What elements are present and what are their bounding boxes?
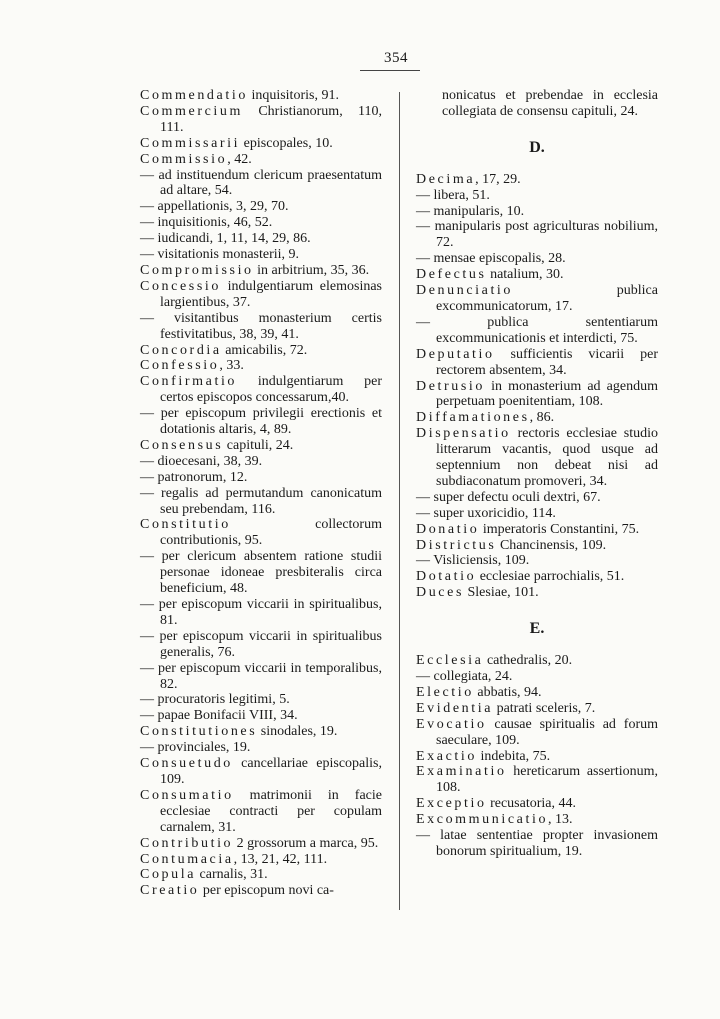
entry-lemma: Defectus [416, 267, 487, 283]
index-entry [416, 685, 658, 701]
column-divider [399, 92, 400, 910]
index-entry [140, 724, 382, 740]
entry-reference: per episcopum novi ca- [199, 883, 334, 899]
index-entry [140, 517, 382, 549]
index-entry [416, 267, 658, 283]
entry-reference: , 42. [227, 151, 252, 167]
index-subentry: — Visliciensis, 109. [416, 553, 530, 569]
index-subentry: — ad instituendum clericum praesentatum ad altare, 54. [140, 167, 382, 199]
index-entry [140, 263, 382, 279]
entry-reference: , 13, 21, 42, 111. [233, 851, 328, 867]
index-entry [140, 136, 382, 152]
entry-lemma: Ecclesia [416, 653, 484, 669]
index-subentry: — collegiata, 24. [416, 669, 513, 684]
index-entry-continuation: nonicatus et prebendae in ecclesia collegiata de consensu capituli, 24. [442, 88, 658, 119]
entry-reference: ecclesiae parrochialis, 51. [476, 569, 625, 585]
left-column [140, 88, 382, 899]
index-subentry: — per episcopum privilegii erectionis et dotationis altaris, 4, 89. [140, 406, 382, 438]
index-subentry: — publica sententiarum excommunicationis et interdicti, 75. [416, 314, 658, 346]
entry-reference: 2 grossorum a marca, 95. [233, 835, 379, 851]
entry-lemma: Concordia [140, 342, 222, 358]
entry-lemma: Creatio [140, 883, 200, 899]
entry-lemma: Evocatio [416, 716, 487, 732]
entry-reference: matrimonii in facie ecclesiae contracti per copulam carnalem, 31. [160, 787, 382, 835]
entry-lemma: Consumatio [140, 787, 234, 803]
index-subentry: — per clericum absentem ratione studii personae idoneae presbiteralis circa beneficium, 48. [140, 549, 382, 597]
entry-reference: , 33. [219, 358, 244, 374]
index-subentry: — patronorum, 12. [140, 469, 248, 485]
entry-lemma: Compromissio [140, 262, 254, 278]
section-d-entries [416, 172, 658, 601]
index-subentry: — procuratoris legitimi, 5. [140, 692, 290, 708]
entry-lemma: Electio [416, 684, 474, 700]
section-heading-e: E. [529, 620, 545, 638]
index-entry [140, 788, 382, 836]
entry-lemma: Exceptio [416, 796, 487, 812]
entry-reference: hereticarum assertionum, 108. [436, 764, 658, 796]
entry-lemma: Decima [416, 171, 476, 187]
index-subentry: — latae sententiae propter invasionem bonorum spiritualium, 19. [416, 828, 658, 859]
entry-reference: capituli, 24. [223, 437, 294, 453]
index-subentry: — visitantibus monasterium certis festivitatibus, 38, 39, 41. [140, 310, 382, 342]
index-entry [416, 653, 658, 669]
index-entry [416, 347, 658, 379]
entry-lemma: Contumacia [140, 851, 234, 867]
entry-lemma: Donatio [416, 521, 480, 537]
entry-lemma: Diffamationes [416, 410, 530, 426]
right-column-continuation [416, 88, 658, 120]
index-entry [416, 812, 658, 828]
entry-reference: sinodales, 19. [257, 724, 338, 740]
index-entry [416, 522, 658, 538]
entry-lemma: Constitutio [140, 517, 231, 533]
entry-reference: Slesiae, 101. [464, 585, 539, 601]
entry-reference: Christianorum, 110, 111. [160, 103, 382, 135]
index-subentry: — per episcopum viccarii in temporalibus, 82. [140, 660, 382, 692]
page-number-rule [360, 70, 420, 71]
entry-lemma: Commissarii [140, 135, 241, 151]
entry-lemma: Detrusio [416, 378, 486, 394]
entry-reference: Chancinensis, 109. [496, 537, 607, 553]
index-entry [140, 836, 382, 852]
entry-lemma: Consensus [140, 437, 224, 453]
index-entry [140, 152, 382, 168]
index-subentry: — libera, 51. [416, 187, 490, 203]
entry-reference: in monasterium ad agendum perpetuam poenitentiam, 108. [436, 378, 658, 410]
entry-reference: rectoris ecclesiae studio litterarum vacantis, quod usque ad septennium non debeat nisi ad subdiaconatum promoveri, 34. [436, 426, 658, 489]
index-subentry: — dioecesani, 38, 39. [140, 453, 263, 469]
index-entry [140, 883, 382, 899]
entry-reference: natalium, 30. [486, 267, 564, 283]
entry-lemma: Contributio [140, 835, 234, 851]
entry-lemma: Confessio [140, 358, 220, 374]
section-e-entries [416, 653, 658, 860]
entry-reference: recusatoria, 44. [486, 796, 576, 812]
entry-reference: in arbitrium, 35, 36. [253, 262, 370, 278]
entry-lemma: Commercium [140, 103, 243, 119]
index-entry [140, 756, 382, 788]
entry-reference: indulgentiarum per certos episcopos concessarum,40. [160, 374, 382, 406]
index-subentry: — provinciales, 19. [140, 740, 251, 756]
index-entry [140, 438, 382, 454]
entry-reference: amicabilis, 72. [221, 342, 308, 358]
entry-lemma: Excommunicatio [416, 812, 549, 828]
entry-reference: sufficientis vicarii per rectorem absentem, 34. [436, 346, 658, 378]
index-entry [416, 538, 658, 554]
entry-lemma: Examinatio [416, 764, 507, 780]
page-number: 354 [384, 50, 408, 66]
index-subentry: — manipularis, 10. [416, 203, 525, 219]
entry-reference: indebita, 75. [476, 748, 551, 764]
entry-lemma: Dispensatio [416, 426, 511, 442]
index-subentry: — inquisitionis, 46, 52. [140, 215, 273, 231]
entry-lemma: Constitutiones [140, 724, 258, 740]
index-entry [140, 374, 382, 406]
entry-lemma: Denunciatio [416, 283, 514, 299]
entry-lemma: Evidentia [416, 700, 494, 716]
entry-reference: , 86. [529, 410, 555, 426]
entry-lemma: Consuetudo [140, 756, 233, 772]
index-entry [416, 796, 658, 812]
index-subentry: — per episcopum viccarii in spiritualibus generalis, 76. [140, 628, 382, 660]
index-entry [416, 426, 658, 490]
index-subentry: — manipularis post agriculturas nobilium, 72. [416, 219, 658, 251]
index-subentry: — appellationis, 3, 29, 70. [140, 199, 289, 215]
index-entry [416, 749, 658, 765]
entry-reference: collectorum contributionis, 95. [160, 517, 382, 549]
entry-lemma: Exactio [416, 748, 477, 764]
entry-lemma: Duces [416, 585, 464, 601]
entry-lemma: Commendatio [140, 88, 248, 103]
index-subentry: — papae Bonifacii VIII, 34. [140, 708, 298, 724]
entry-reference: episcopales, 10. [240, 135, 333, 151]
entry-reference: , 13. [548, 812, 573, 828]
index-entry [416, 410, 658, 426]
index-entry [140, 343, 382, 359]
index-subentry: — super uxoricidio, 114. [416, 505, 556, 521]
section-heading-d: D. [529, 138, 545, 156]
index-entry [140, 88, 382, 104]
entry-reference: indulgentiarum elemosinas largientibus, 37. [160, 278, 382, 310]
entry-reference: carnalis, 31. [196, 867, 268, 883]
entry-reference: patrati sceleris, 7. [493, 700, 596, 716]
entry-reference: inquisitoris, 91. [247, 88, 339, 103]
entry-reference: causae spiritualis ad forum saeculare, 109. [436, 716, 658, 748]
entry-lemma: Deputatio [416, 346, 495, 362]
entry-lemma: Districtus [416, 537, 497, 553]
index-entry [416, 717, 658, 749]
entry-lemma: Copula [140, 867, 197, 883]
entry-lemma: Confirmatio [140, 374, 238, 390]
index-entry [416, 283, 658, 315]
index-subentry: — regalis ad permutandum canonicatum seu prebendam, 116. [140, 485, 382, 517]
index-entry [140, 867, 382, 883]
index-entry [140, 852, 382, 868]
index-entry [416, 569, 658, 585]
index-entry [416, 585, 658, 601]
entry-reference: publica excommunicatorum, 17. [436, 283, 658, 314]
index-subentry: — visitationis monasterii, 9. [140, 247, 300, 263]
entry-reference: cathedralis, 20. [483, 653, 573, 669]
entry-reference: abbatis, 94. [473, 684, 542, 700]
index-entry [416, 172, 658, 188]
index-entry [416, 764, 658, 796]
right-column [416, 88, 658, 860]
entry-reference: imperatoris Constantini, 75. [479, 521, 640, 537]
index-entry [140, 279, 382, 311]
entry-lemma: Dotatio [416, 569, 477, 585]
entry-reference: cancellariae episcopalis, 109. [160, 756, 382, 787]
index-entry [140, 104, 382, 136]
index-entry [416, 379, 658, 411]
entry-lemma: Concessio [140, 278, 221, 294]
index-subentry: — mensae episcopalis, 28. [416, 251, 566, 267]
entry-lemma: Commissio [140, 151, 228, 167]
index-subentry: — iudicandi, 1, 11, 14, 29, 86. [140, 231, 311, 247]
index-entry [140, 358, 382, 374]
index-subentry: — super defectu oculi dextri, 67. [416, 489, 601, 505]
index-subentry: — per episcopum viccarii in spiritualibus, 81. [140, 597, 382, 628]
index-entry [416, 701, 658, 717]
entry-reference: , 17, 29. [475, 171, 521, 187]
